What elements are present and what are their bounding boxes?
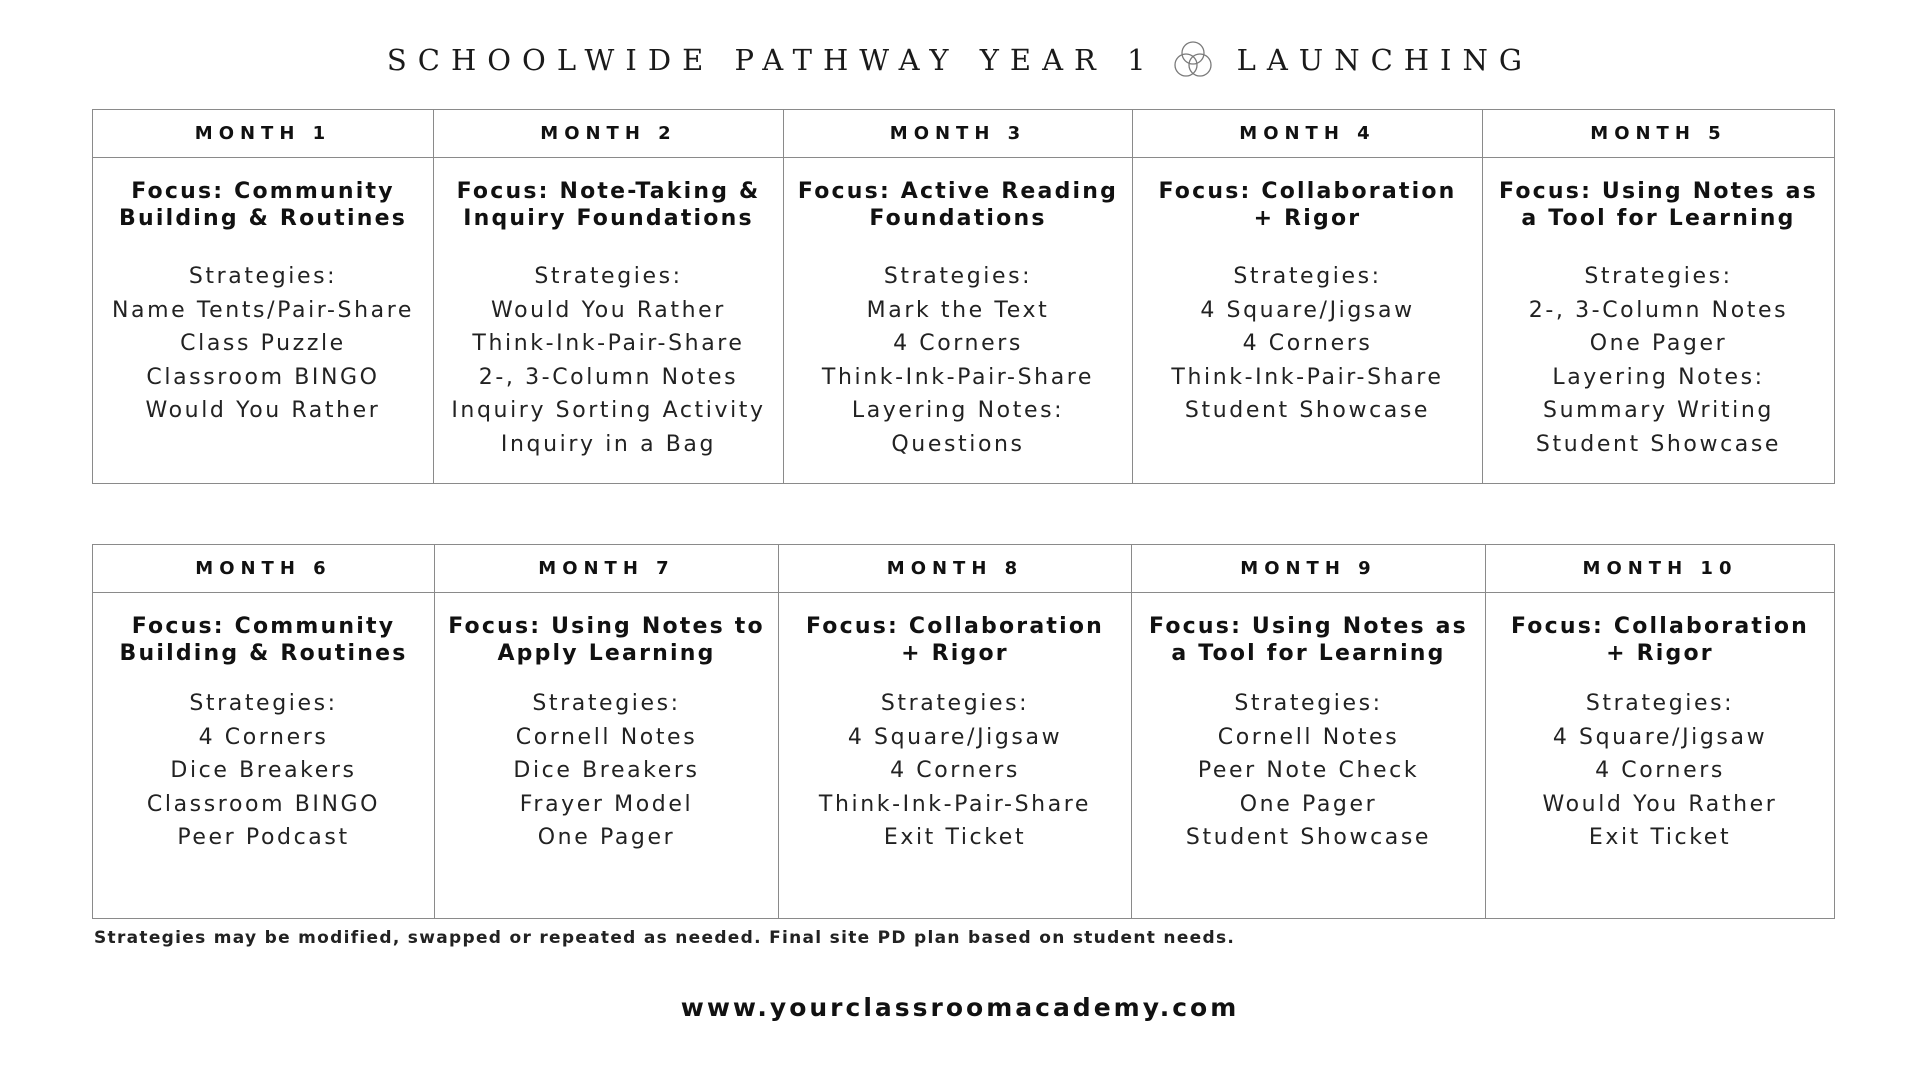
- strategy-item: 4 Corners: [890, 758, 1020, 783]
- strategies-label: Strategies:: [532, 691, 681, 716]
- month-content-row: [93, 158, 1835, 484]
- strategy-item: Would You Rather: [1542, 791, 1778, 817]
- strategy-item: Classroom BINGO: [146, 364, 380, 390]
- month-header: MONTH 3: [784, 110, 1133, 158]
- month-header: MONTH 8: [779, 545, 1132, 593]
- month-header: MONTH 1: [93, 110, 434, 158]
- month-header: MONTH 4: [1133, 110, 1483, 158]
- strategy-item: Classroom BINGO: [146, 791, 381, 817]
- strategy-list: [784, 232, 1132, 471]
- strategy-item: Name Tents/Pair-Share: [111, 297, 415, 323]
- strategy-list: [434, 232, 783, 471]
- strategy-item: Dice Breakers: [513, 758, 700, 783]
- strategy-list: [1133, 232, 1482, 438]
- strategy-item: Student Showcase: [1184, 398, 1431, 423]
- month-header-row: [93, 110, 1835, 158]
- strategy-item: Inquiry Sorting Activity: [451, 398, 766, 423]
- month-header: MONTH 7: [435, 545, 779, 593]
- strategy-item: Think-Ink-Pair-Share: [1171, 364, 1444, 390]
- strategy-list: [779, 667, 1131, 865]
- strategy-item: 4 Square/Jigsaw: [847, 724, 1063, 750]
- footnote: Strategies may be modified, swapped or repeated as needed. Final site PD plan based on student needs.: [94, 928, 1236, 948]
- strategy-item: 4 Corners: [198, 724, 329, 750]
- month-focus: Focus: Collaboration + Rigor: [1510, 614, 1810, 666]
- strategies-label: Strategies:: [534, 264, 683, 289]
- strategies-label: Strategies:: [189, 691, 338, 716]
- month-content-row: [93, 593, 1835, 919]
- month-cell: [93, 593, 435, 919]
- strategy-item: Cornell Notes: [515, 724, 698, 750]
- strategies-label: Strategies:: [1585, 691, 1735, 716]
- month-focus: Focus: Collaboration + Rigor: [1158, 179, 1457, 231]
- strategy-list: [1486, 667, 1834, 865]
- month-cell: [1483, 158, 1835, 484]
- month-focus: Focus: Active Reading Foundations: [797, 179, 1119, 231]
- strategy-item: Frayer Model: [519, 791, 694, 817]
- month-cell: [435, 593, 779, 919]
- strategy-item: Peer Podcast: [177, 825, 350, 850]
- month-header: MONTH 9: [1132, 545, 1486, 593]
- strategy-list: [93, 667, 434, 865]
- strategy-item: Class Puzzle: [180, 331, 346, 356]
- strategy-item: Inquiry in a Bag: [500, 431, 717, 457]
- strategy-item: One Pager: [1589, 331, 1728, 356]
- strategy-item: Student Showcase: [1535, 431, 1782, 457]
- strategy-item: 2-, 3-Column Notes: [1528, 297, 1789, 323]
- strategy-item: Would You Rather: [145, 398, 381, 423]
- strategy-item: 2-, 3-Column Notes: [478, 364, 739, 390]
- strategy-item: One Pager: [1239, 791, 1378, 817]
- month-focus: Focus: Community Building & Routines: [119, 179, 407, 231]
- months-table-2: [92, 544, 1835, 919]
- month-cell: [784, 158, 1133, 484]
- month-header: MONTH 10: [1486, 545, 1835, 593]
- month-cell: [1133, 158, 1483, 484]
- month-focus: Focus: Note-Taking & Inquiry Foundations: [456, 179, 761, 231]
- strategy-list: [1132, 667, 1485, 865]
- month-focus: Focus: Using Notes as a Tool for Learning: [1149, 614, 1468, 666]
- strategy-item: Think-Ink-Pair-Share: [472, 331, 745, 356]
- strategy-item: Questions: [891, 431, 1025, 457]
- strategy-item: Mark the Text: [866, 297, 1050, 323]
- month-cell: [434, 158, 784, 484]
- month-cell: [1132, 593, 1486, 919]
- website-link[interactable]: www.yourclassroomacademy.com: [680, 993, 1240, 1022]
- strategy-item: 4 Corners: [1595, 758, 1725, 783]
- month-focus: Focus: Using Notes to Apply Learning: [448, 614, 765, 666]
- three-circles-logo-icon: [1171, 38, 1215, 82]
- strategy-item: Student Showcase: [1185, 825, 1432, 850]
- strategy-item: Think-Ink-Pair-Share: [821, 364, 1095, 390]
- strategy-list: [435, 667, 778, 865]
- month-header: MONTH 2: [434, 110, 784, 158]
- strategy-item: Summary Writing: [1543, 398, 1774, 423]
- month-header-row: [93, 545, 1835, 593]
- month-cell: [93, 158, 434, 484]
- strategies-label: Strategies:: [883, 264, 1033, 289]
- strategy-item: 4 Corners: [1242, 331, 1373, 356]
- month-cell: [1486, 593, 1835, 919]
- title-right: LAUNCHING: [1236, 43, 1534, 77]
- month-focus: Focus: Collaboration + Rigor: [805, 614, 1105, 666]
- strategy-item: Exit Ticket: [1588, 825, 1732, 850]
- month-focus: Focus: Community Building & Routines: [119, 614, 408, 666]
- month-header: MONTH 5: [1483, 110, 1835, 158]
- strategies-label: Strategies:: [1233, 264, 1382, 289]
- strategy-list: [1483, 232, 1834, 471]
- months-table-1: [92, 109, 1835, 484]
- strategy-item: Layering Notes:: [1552, 364, 1765, 390]
- strategy-item: Would You Rather: [491, 297, 726, 323]
- strategy-list: [93, 232, 433, 438]
- strategy-item: Peer Note Check: [1197, 758, 1420, 783]
- strategies-label: Strategies:: [188, 264, 338, 289]
- strategy-item: Exit Ticket: [883, 825, 1027, 850]
- strategies-label: Strategies:: [1234, 691, 1383, 716]
- month-header: MONTH 6: [93, 545, 435, 593]
- strategies-label: Strategies:: [880, 691, 1030, 716]
- strategy-item: Layering Notes:: [851, 398, 1065, 423]
- strategy-item: 4 Corners: [893, 331, 1023, 356]
- strategy-item: Think-Ink-Pair-Share: [818, 791, 1092, 817]
- strategies-label: Strategies:: [1584, 264, 1733, 289]
- strategy-item: Cornell Notes: [1217, 724, 1400, 750]
- strategy-item: One Pager: [537, 825, 676, 850]
- title-left: SCHOOLWIDE PATHWAY YEAR 1: [386, 43, 1157, 77]
- page-title: [0, 38, 1920, 82]
- strategy-item: 4 Square/Jigsaw: [1200, 297, 1415, 323]
- strategy-item: Dice Breakers: [170, 758, 357, 783]
- strategy-item: 4 Square/Jigsaw: [1552, 724, 1768, 750]
- month-cell: [779, 593, 1132, 919]
- month-focus: Focus: Using Notes as a Tool for Learning: [1499, 179, 1818, 231]
